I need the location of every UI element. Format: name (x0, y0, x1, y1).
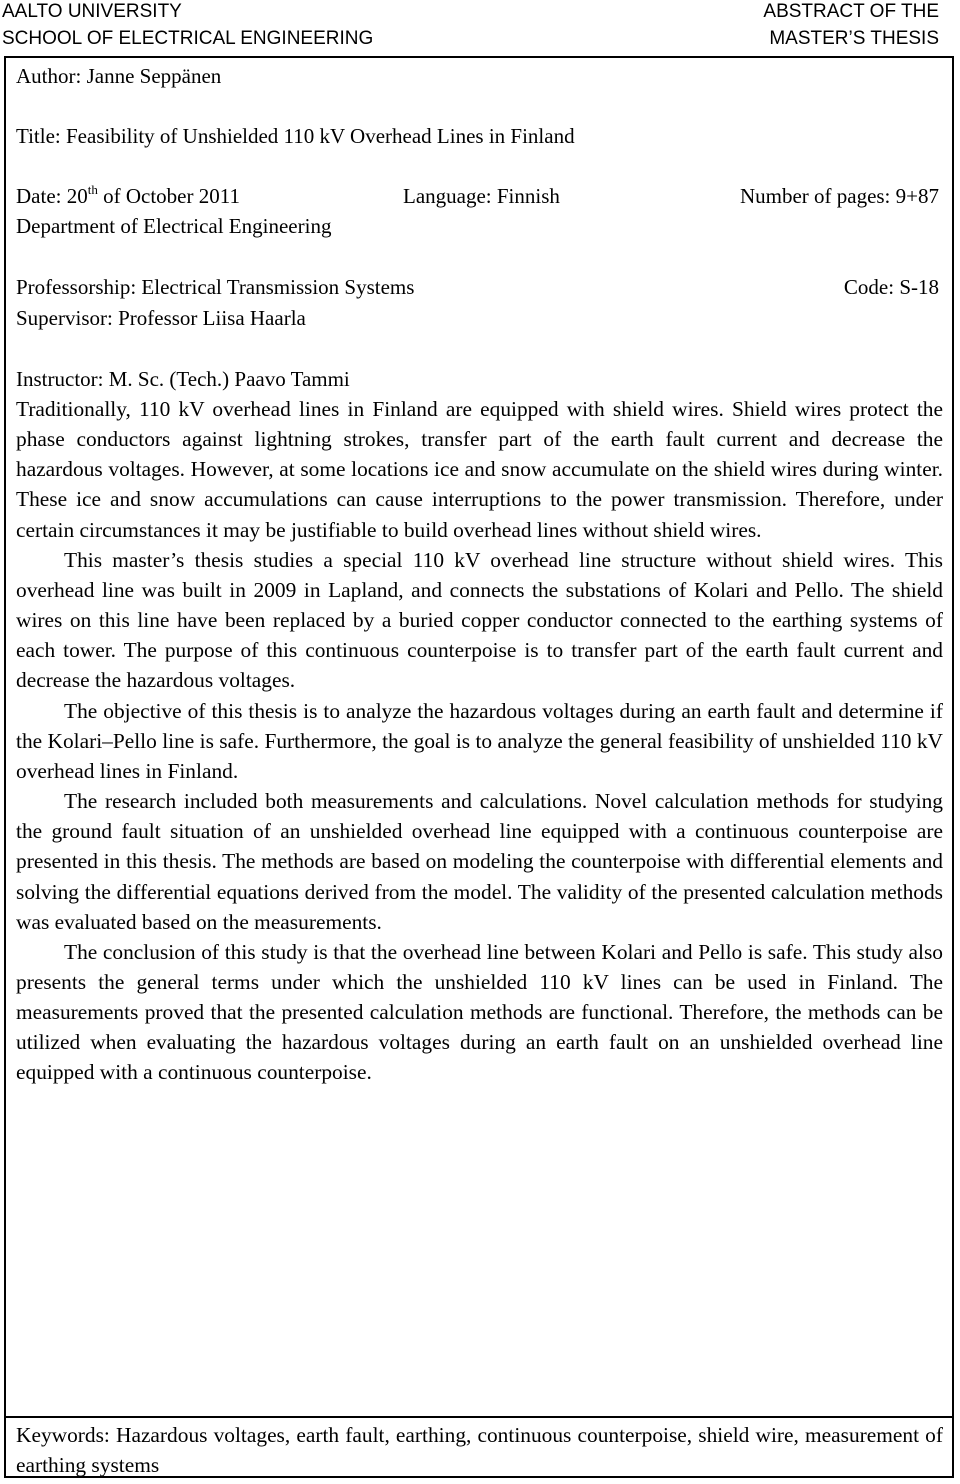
professorship-field: Professorship: Electrical Transmission Systems (16, 275, 415, 299)
abstract-paragraph-1: Traditionally, 110 kV overhead lines in Finland are equipped with shield wires. Shield wires protect the phase conductors against lightning strokes, transfer part of the earth fault current and decrease the hazardous voltages. However, at some locations ice and snow accumulate on the shield wires during winter. These ice and snow accumulations can cause interruptions to the power transmission. Therefore, under certain circumstances it may be justifiable to build overhead lines without shield wires. (16, 397, 943, 542)
department-field: Department of Electrical Engineering (16, 214, 332, 238)
abstract-paragraph-4: The research included both measurements and calculations. Novel calculation methods for studying the ground fault situation of an unshielded overhead line equipped with a continuous counterpoise are presented in this thesis. The methods are based on modeling the counterpoise with differential elements and solving the differential equations derived from the model. The validity of the presented calculation methods was evaluated based on the measurements. (16, 789, 943, 934)
abstract-body (16, 394, 943, 1088)
university-name: AALTO UNIVERSITY (2, 1, 182, 22)
author-field: Author: Janne Seppänen (16, 64, 222, 88)
page-header (0, 0, 960, 56)
code-field: Code: S-18 (843, 275, 939, 299)
document-type-line-2: MASTER’S THESIS (769, 28, 939, 49)
keywords-divider (4, 1416, 954, 1418)
date-suffix: of October 2011 (97, 184, 240, 208)
document-type-line-1: ABSTRACT OF THE (763, 1, 939, 22)
date-superscript: th (87, 182, 98, 197)
abstract-paragraph-3: The objective of this thesis is to analyze the hazardous voltages during an earth fault and determine if the Kolari–Pello line is safe. Furthermore, the goal is to analyze the general feasibility of unshielded 110 kV overhead lines in Finland. (16, 698, 943, 783)
abstract-paragraph-5: The conclusion of this study is that the overhead line between Kolari and Pello is safe. This study also presents the general terms under which the unshielded 110 kV lines can be used in Finland. The measurements proved that the presented calculation methods are functional. Therefore, the methods can be utilized when evaluating the hazardous voltages during an earth fault on an unshielded overhead line equipped with a continuous counterpoise. (16, 939, 943, 1085)
keywords-field: Keywords: Hazardous voltages, earth fault, earthing, continuous counterpoise, shield wire, measurement of earthing systems (16, 1423, 943, 1477)
pages-field: Number of pages: 9+87 (739, 184, 939, 208)
date-field (16, 181, 240, 211)
language-field: Language: Finnish (403, 184, 560, 208)
abstract-paragraph-2: This master’s thesis studies a special 110 kV overhead line structure without shield wires. This overhead line was built in 2009 in Lapland, and connects the substations of Kolari and Pello. The shield wires on this line have been replaced by a buried copper conductor connected to the earthing systems of each tower. The purpose of this continuous counterpoise is to transfer part of the earth fault current and decrease the hazardous voltages. (16, 547, 943, 693)
instructor-field: Instructor: M. Sc. (Tech.) Paavo Tammi (16, 367, 350, 391)
title-field: Title: Feasibility of Unshielded 110 kV Overhead Lines in Finland (16, 124, 575, 148)
date-prefix: Date: 20 (16, 184, 88, 208)
supervisor-field: Supervisor: Professor Liisa Haarla (16, 306, 306, 330)
school-name: SCHOOL OF ELECTRICAL ENGINEERING (2, 28, 374, 49)
